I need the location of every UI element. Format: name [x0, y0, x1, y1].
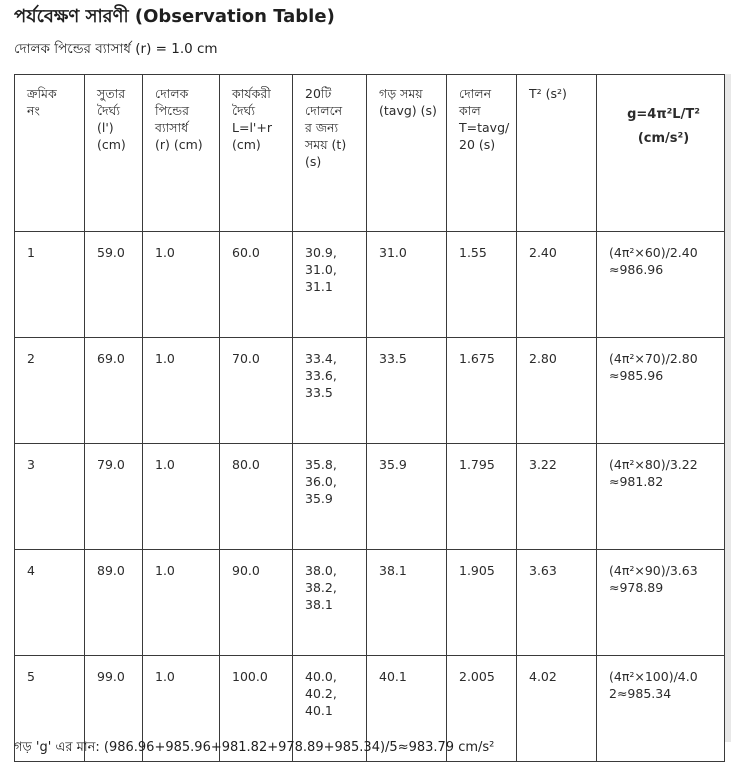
- cell-serial: 1: [15, 232, 85, 338]
- cell-times: 33.4, 33.6, 33.5: [293, 338, 367, 444]
- header-g-formula: g=4π²L/T² (cm/s²): [597, 75, 725, 232]
- header-string-length: সুতার দৈর্ঘ্য (l') (cm): [85, 75, 143, 232]
- table-row: [15, 550, 725, 656]
- cell-effective-length: 80.0: [220, 444, 293, 550]
- cell-times: 38.0, 38.2, 38.1: [293, 550, 367, 656]
- header-period: দোলন কাল T=tavg/ 20 (s): [447, 75, 517, 232]
- cell-g-value: (4π²×90)/3.63 ≈978.89: [597, 550, 725, 656]
- cell-period-squared: 2.80: [517, 338, 597, 444]
- cell-string-length: 79.0: [85, 444, 143, 550]
- cell-bob-radius: 1.0: [143, 232, 220, 338]
- observation-table: [14, 74, 725, 762]
- cell-g-value: (4π²×70)/2.80 ≈985.96: [597, 338, 725, 444]
- cell-period-squared: 3.22: [517, 444, 597, 550]
- cell-period: 1.795: [447, 444, 517, 550]
- cell-times: 30.9, 31.0, 31.1: [293, 232, 367, 338]
- header-average-time: গড় সময় (tavg) (s): [367, 75, 447, 232]
- cell-average-time: 40.1: [367, 656, 447, 762]
- cell-string-length: 89.0: [85, 550, 143, 656]
- cell-bob-radius: 1.0: [143, 550, 220, 656]
- bob-radius-note: দোলক পিন্ডের ব্যাসার্ধ (r) = 1.0 cm: [14, 41, 218, 57]
- cell-average-time: 33.5: [367, 338, 447, 444]
- table-row: [15, 444, 725, 550]
- cell-average-time: 35.9: [367, 444, 447, 550]
- cell-period: 1.905: [447, 550, 517, 656]
- cell-period: 2.005: [447, 656, 517, 762]
- cell-string-length: 99.0: [85, 656, 143, 762]
- cell-bob-radius: 1.0: [143, 444, 220, 550]
- cell-average-time: 38.1: [367, 550, 447, 656]
- cell-period: 1.55: [447, 232, 517, 338]
- scrollbar[interactable]: [724, 74, 731, 742]
- page-title: পর্যবেক্ষণ সারণী (Observation Table): [14, 6, 335, 27]
- cell-string-length: 59.0: [85, 232, 143, 338]
- average-g-result: গড় 'g' এর মান: (986.96+985.96+981.82+978.89+985.34)/5≈983.79 cm/s²: [14, 740, 495, 755]
- cell-period: 1.675: [447, 338, 517, 444]
- cell-g-value: (4π²×60)/2.40 ≈986.96: [597, 232, 725, 338]
- cell-average-time: 31.0: [367, 232, 447, 338]
- header-time-20-oscillations: 20টি দোলনে র জন্য সময় (t) (s): [293, 75, 367, 232]
- cell-effective-length: 70.0: [220, 338, 293, 444]
- cell-g-value: (4π²×100)/4.0 2≈985.34: [597, 656, 725, 762]
- cell-period-squared: 4.02: [517, 656, 597, 762]
- cell-bob-radius: 1.0: [143, 656, 220, 762]
- cell-serial: 2: [15, 338, 85, 444]
- cell-serial: 4: [15, 550, 85, 656]
- header-effective-length: কার্যকরী দৈর্ঘ্য L=l'+r (cm): [220, 75, 293, 232]
- cell-period-squared: 2.40: [517, 232, 597, 338]
- header-period-squared: T² (s²): [517, 75, 597, 232]
- table-row: [15, 338, 725, 444]
- header-serial: ক্রমিক নং: [15, 75, 85, 232]
- cell-times: 40.0, 40.2, 40.1: [293, 656, 367, 762]
- cell-g-value: (4π²×80)/3.22 ≈981.82: [597, 444, 725, 550]
- cell-period-squared: 3.63: [517, 550, 597, 656]
- cell-string-length: 69.0: [85, 338, 143, 444]
- table-header-row: [15, 75, 725, 232]
- cell-serial: 3: [15, 444, 85, 550]
- cell-times: 35.8, 36.0, 35.9: [293, 444, 367, 550]
- table-row: [15, 232, 725, 338]
- cell-serial: 5: [15, 656, 85, 762]
- cell-bob-radius: 1.0: [143, 338, 220, 444]
- cell-effective-length: 90.0: [220, 550, 293, 656]
- cell-effective-length: 100.0: [220, 656, 293, 762]
- header-bob-radius: দোলক পিন্ডের ব্যাসার্ধ (r) (cm): [143, 75, 220, 232]
- cell-effective-length: 60.0: [220, 232, 293, 338]
